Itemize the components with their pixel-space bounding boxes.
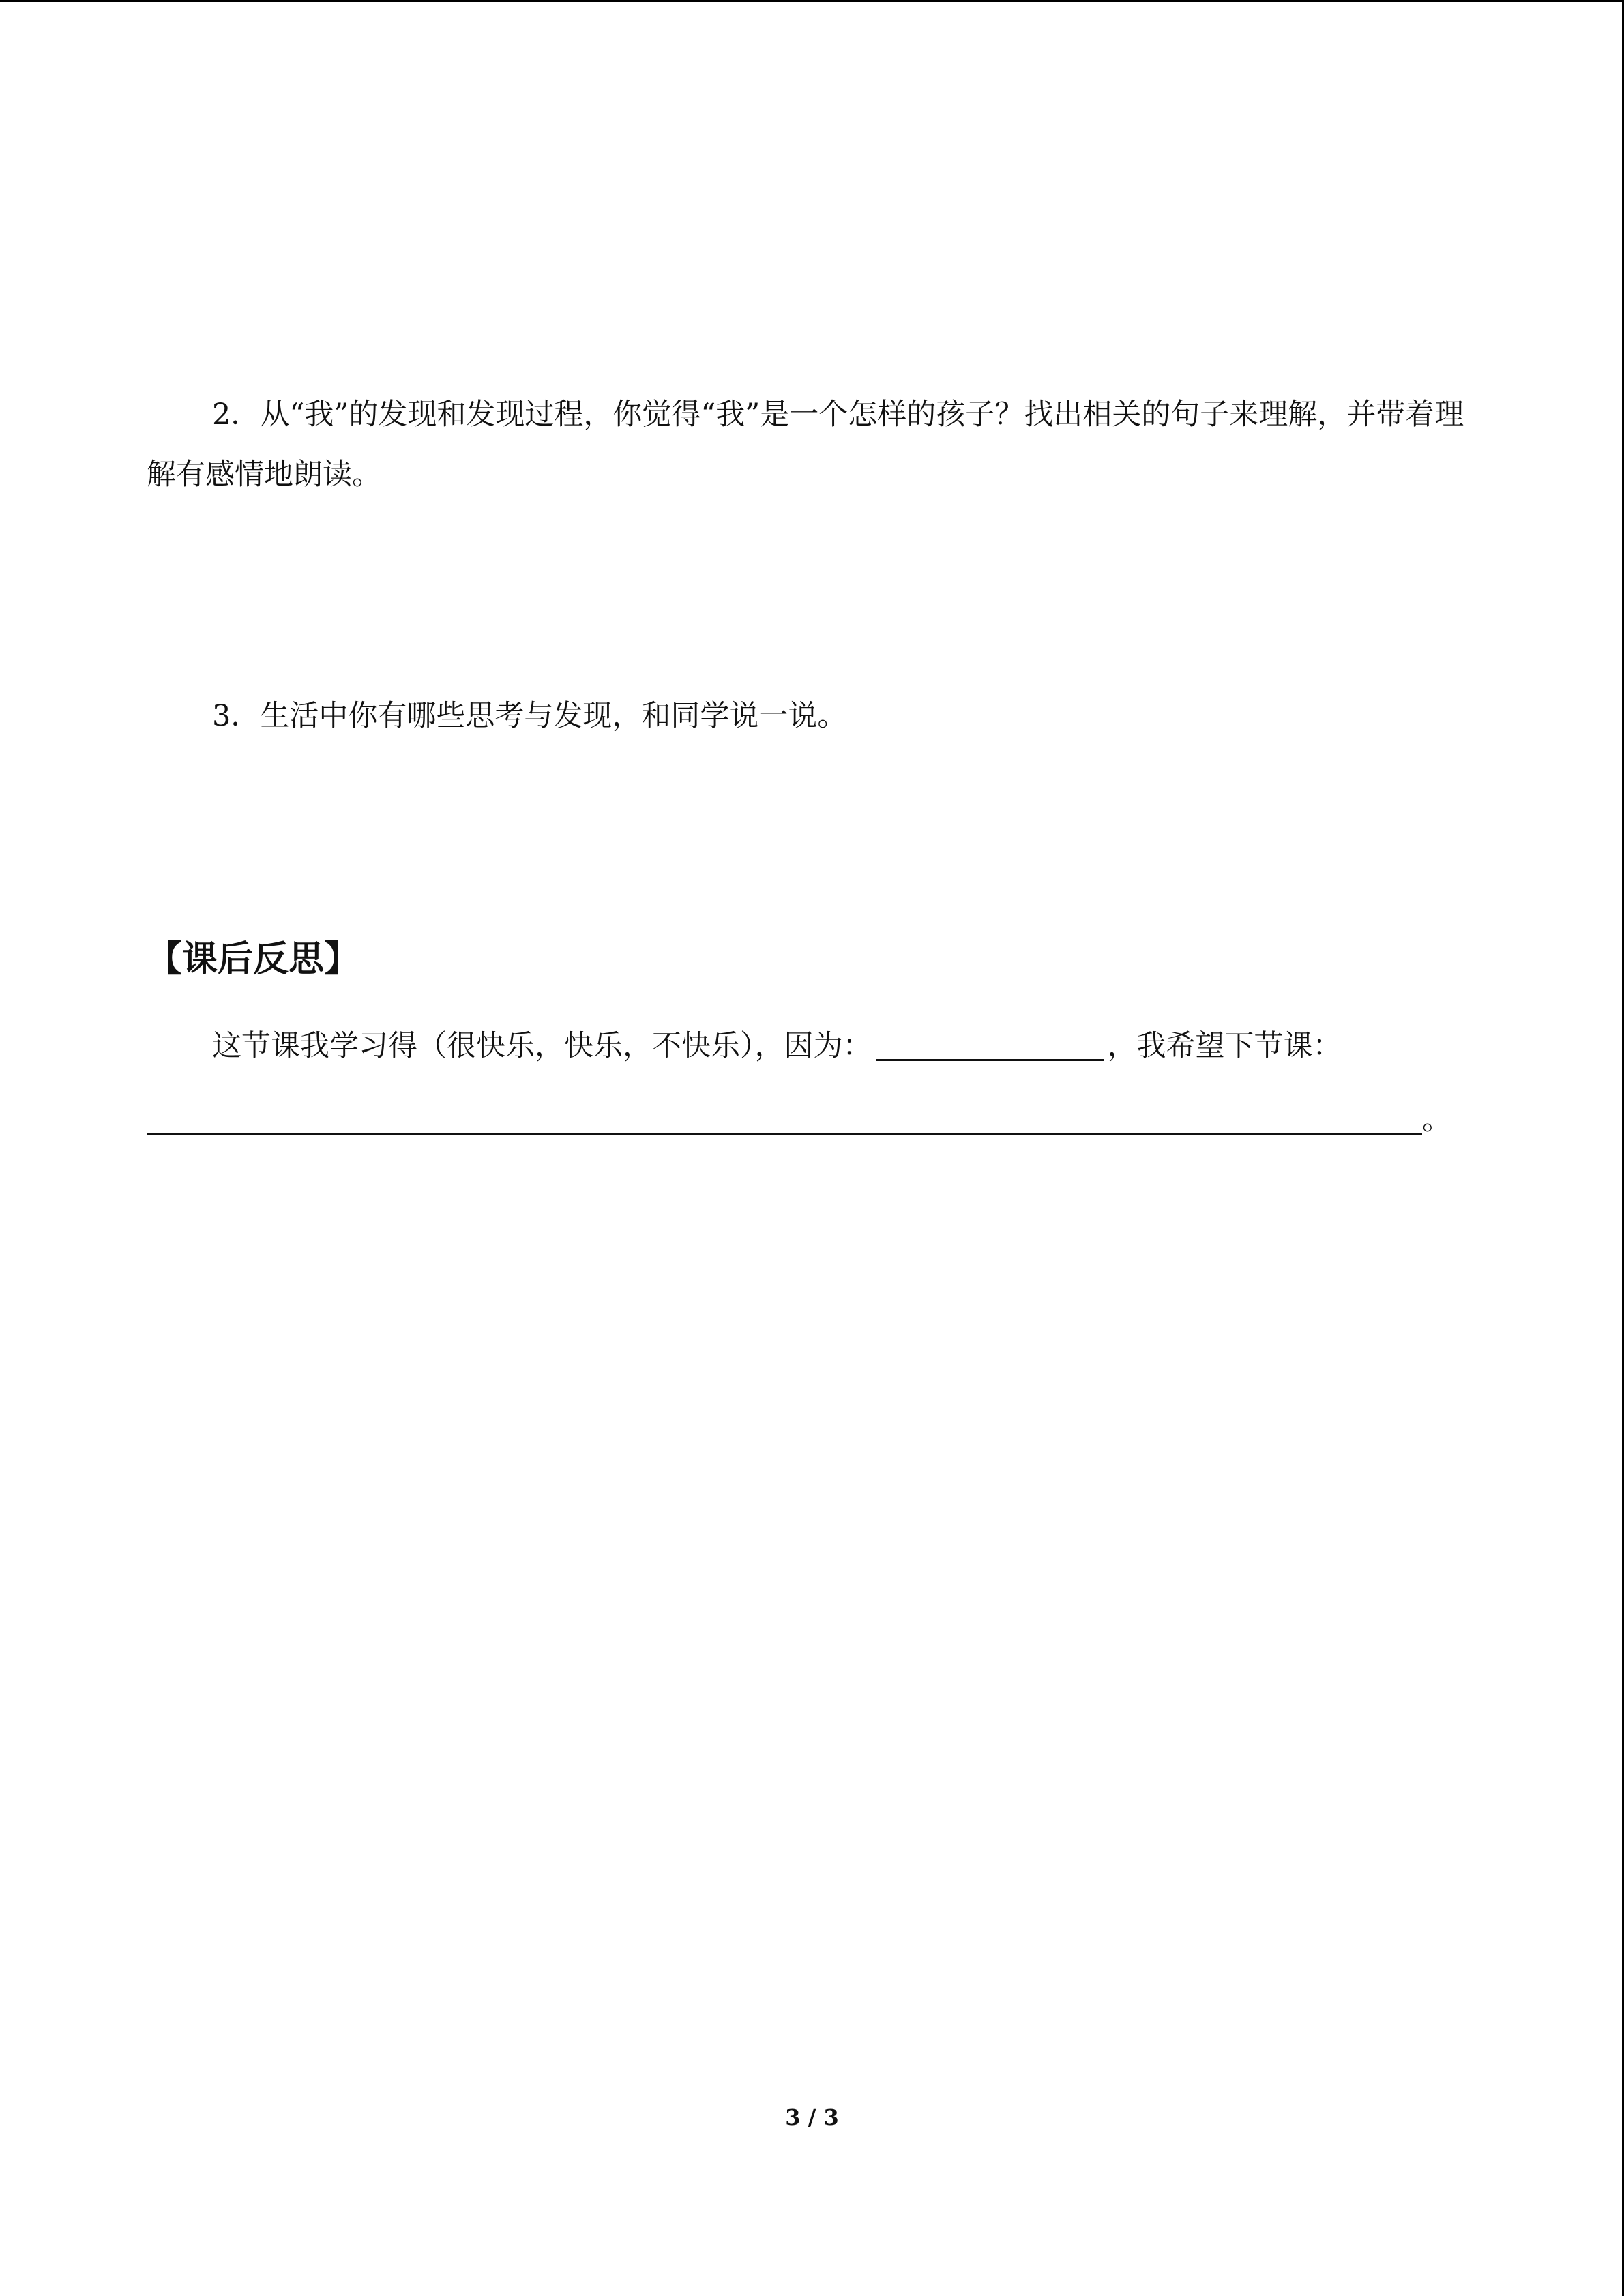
reflection-period: 。 bbox=[1422, 1103, 1451, 1137]
question-2: 2．从“我”的发现和发现过程，你觉得“我”是一个怎样的孩子？找出相关的句子来理解，并带着理解有感情地朗读。 bbox=[147, 398, 1464, 492]
question-3: 3．生活中你有哪些思考与发现，和同学说一说。 bbox=[212, 699, 847, 733]
hope-blank[interactable] bbox=[147, 1097, 1422, 1135]
page-top-border bbox=[0, 0, 1624, 2]
reflection-hope-prompt: ，我希望下节课： bbox=[1107, 1029, 1342, 1063]
reflection-prompt: 这节课我学习得（很快乐，快乐，不快乐），因为： bbox=[212, 1029, 872, 1063]
reflection-line-2 bbox=[147, 1090, 1451, 1150]
page-number: 3 / 3 bbox=[785, 2104, 839, 2130]
reflection-heading: 【课后反思】 bbox=[147, 939, 360, 980]
reason-blank[interactable] bbox=[876, 1025, 1104, 1061]
reflection-line-1 bbox=[212, 1016, 1342, 1076]
